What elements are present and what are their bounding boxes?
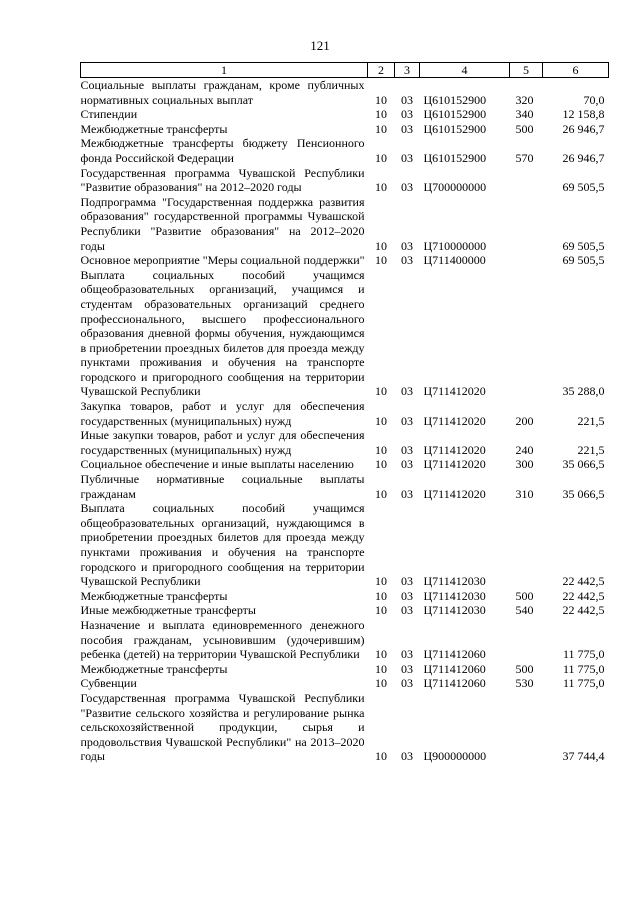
- row-subsection: 03: [401, 150, 413, 165]
- table-row: [81, 268, 609, 399]
- row-name: Государственная программа Чувашской Республики "Развитие образования" на 2012–2020 годы: [80, 165, 365, 195]
- table-row: [81, 457, 609, 472]
- row-amount: 11 775,0: [562, 661, 605, 676]
- row-expense-code: 240: [515, 442, 534, 457]
- row-expense-code: 320: [515, 92, 534, 107]
- row-name: Социальные выплаты гражданам, кроме публичных нормативных социальных выплат: [80, 78, 365, 107]
- row-amount: 22 442,5: [562, 603, 605, 618]
- header-col-amount: 6: [543, 63, 609, 78]
- row-expense-code: [510, 501, 543, 589]
- row-amount: 69 505,5: [562, 253, 605, 268]
- table-row: [81, 662, 609, 677]
- row-expense-code: [510, 618, 543, 662]
- row-subsection: 03: [401, 676, 413, 691]
- row-expense-code: [510, 166, 543, 195]
- header-col-name: 1: [81, 63, 368, 78]
- table-row: [81, 676, 609, 691]
- row-target-code: Ц711412030: [423, 603, 486, 618]
- row-section: 10: [375, 442, 387, 457]
- header-col-subsection: 3: [395, 63, 420, 78]
- row-section: 10: [375, 457, 387, 472]
- row-subsection: 03: [401, 588, 413, 603]
- table-row: [81, 78, 609, 108]
- row-amount: 70,0: [583, 92, 605, 107]
- row-name: Межбюджетные трансферты: [80, 121, 228, 136]
- table-row: [81, 399, 609, 428]
- row-section: 10: [375, 238, 387, 253]
- row-name: Публичные нормативные социальные выплаты гражданам: [80, 472, 365, 501]
- row-name: Стипендии: [80, 107, 138, 122]
- header-col-section: 2: [368, 63, 395, 78]
- row-amount: 37 744,4: [562, 749, 605, 764]
- header-col-target: 4: [420, 63, 510, 78]
- header-col-expense: 5: [510, 63, 543, 78]
- row-expense-code: 310: [515, 486, 534, 501]
- table-row: [81, 501, 609, 589]
- row-name: Закупка товаров, работ и услуг для обеспечения государственных (муниципальных) нужд: [80, 399, 365, 428]
- row-target-code: Ц711400000: [423, 253, 486, 268]
- row-section: 10: [375, 384, 387, 399]
- row-name: Субвенции: [80, 676, 137, 691]
- row-section: 10: [375, 676, 387, 691]
- row-amount: 26 946,7: [562, 121, 605, 136]
- row-expense-code: 340: [515, 107, 534, 122]
- table-row: [81, 472, 609, 501]
- row-amount: 11 775,0: [562, 647, 605, 662]
- row-target-code: Ц711412020: [423, 442, 486, 457]
- row-expense-code: 570: [515, 150, 534, 165]
- row-section: 10: [375, 486, 387, 501]
- row-subsection: 03: [401, 603, 413, 618]
- row-target-code: Ц900000000: [423, 749, 487, 764]
- row-subsection: 03: [401, 647, 413, 662]
- row-subsection: 03: [401, 457, 413, 472]
- row-amount: 221,5: [577, 413, 605, 428]
- row-target-code: Ц711412020: [423, 413, 486, 428]
- table-row: [81, 107, 609, 122]
- row-expense-code: 200: [515, 413, 534, 428]
- row-expense-code: [510, 691, 543, 764]
- row-amount: 22 442,5: [562, 574, 605, 589]
- row-subsection: 03: [401, 92, 413, 107]
- row-subsection: 03: [401, 253, 413, 268]
- table-row: [81, 122, 609, 137]
- row-subsection: 03: [401, 749, 413, 764]
- row-expense-code: 500: [515, 588, 534, 603]
- row-expense-code: 300: [515, 457, 534, 472]
- row-target-code: Ц710000000: [423, 238, 487, 253]
- row-expense-code: [510, 268, 543, 399]
- row-section: 10: [375, 574, 387, 589]
- row-target-code: Ц610152900: [423, 150, 487, 165]
- row-target-code: Ц711412030: [423, 588, 486, 603]
- row-amount: 22 442,5: [562, 588, 605, 603]
- row-section: 10: [375, 647, 387, 662]
- row-amount: 69 505,5: [562, 180, 605, 195]
- row-target-code: Ц610152900: [423, 121, 487, 136]
- row-section: 10: [375, 180, 387, 195]
- row-target-code: Ц711412060: [423, 647, 486, 662]
- row-name: Выплата социальных пособий учащимся общеобразовательных организаций, нуждающимся в приобретении проездных билетов для проезда между пунктами проживания и обучения на транспорте городского и пригородного сообщения на территории Чувашской Республики: [80, 501, 365, 589]
- row-subsection: 03: [401, 413, 413, 428]
- row-name: Социальное обеспечение и иные выплаты населению: [80, 457, 354, 472]
- budget-table: [80, 62, 609, 764]
- row-expense-code: 500: [515, 121, 534, 136]
- row-amount: 35 066,5: [562, 457, 605, 472]
- row-name: Межбюджетные трансферты: [80, 661, 228, 676]
- row-name: Межбюджетные трансферты бюджету Пенсионного фонда Российской Федерации: [80, 136, 365, 165]
- row-section: 10: [375, 588, 387, 603]
- table-row: [81, 603, 609, 618]
- page-number: 121: [310, 38, 330, 53]
- row-amount: 35 066,5: [562, 486, 605, 501]
- row-target-code: Ц610152900: [423, 107, 487, 122]
- row-expense-code: [510, 253, 543, 268]
- row-section: 10: [375, 603, 387, 618]
- row-name: Межбюджетные трансферты: [80, 588, 228, 603]
- table-row: [81, 166, 609, 195]
- row-target-code: Ц711412020: [423, 486, 486, 501]
- row-name: Выплата социальных пособий учащимся общеобразовательных организаций, учащимся и студентам образовательных организаций среднего профессионального, высшего профессионального образования дневной формы обучения, нуждающимся в приобретении проездных билетов для проезда между пунктами проживания и обучения на транспорте городского и пригородного сообщения на территории Чувашской Республики: [80, 267, 365, 399]
- row-amount: 11 775,0: [562, 676, 605, 691]
- row-section: 10: [375, 150, 387, 165]
- row-name: Иные межбюджетные трансферты: [80, 603, 256, 618]
- table-row: [81, 618, 609, 662]
- row-target-code: Ц711412020: [423, 384, 486, 399]
- row-target-code: Ц711412020: [423, 457, 486, 472]
- row-amount: 35 288,0: [562, 384, 605, 399]
- row-amount: 26 946,7: [562, 150, 605, 165]
- row-expense-code: [510, 195, 543, 253]
- row-section: 10: [375, 253, 387, 268]
- row-name: Основное мероприятие "Меры социальной поддержки": [80, 253, 365, 268]
- row-expense-code: 500: [515, 661, 534, 676]
- row-amount: 12 158,8: [562, 107, 605, 122]
- row-target-code: Ц610152900: [423, 92, 487, 107]
- row-subsection: 03: [401, 486, 413, 501]
- row-target-code: Ц711412060: [423, 676, 486, 691]
- table-row: [81, 589, 609, 604]
- row-target-code: Ц700000000: [423, 180, 487, 195]
- row-section: 10: [375, 121, 387, 136]
- table-row: [81, 428, 609, 457]
- row-subsection: 03: [401, 384, 413, 399]
- table-row: [81, 253, 609, 268]
- row-name: Подпрограмма "Государственная поддержка развития образования" государственной программы Чувашской Республики "Развитие образования" на 2012–2020 годы: [80, 194, 365, 253]
- row-subsection: 03: [401, 107, 413, 122]
- table-row: [81, 136, 609, 165]
- row-subsection: 03: [401, 238, 413, 253]
- row-subsection: 03: [401, 442, 413, 457]
- row-name: Иные закупки товаров, работ и услуг для обеспечения государственных (муниципальных) нужд: [80, 428, 365, 457]
- row-amount: 221,5: [577, 442, 605, 457]
- row-section: 10: [375, 413, 387, 428]
- row-expense-code: 530: [515, 676, 534, 691]
- row-subsection: 03: [401, 121, 413, 136]
- row-target-code: Ц711412030: [423, 574, 486, 589]
- row-subsection: 03: [401, 661, 413, 676]
- row-amount: 69 505,5: [562, 238, 605, 253]
- row-expense-code: 540: [515, 603, 534, 618]
- row-section: 10: [375, 92, 387, 107]
- table-row: [81, 195, 609, 253]
- row-subsection: 03: [401, 574, 413, 589]
- row-section: 10: [375, 661, 387, 676]
- row-target-code: Ц711412060: [423, 661, 486, 676]
- table-row: [81, 691, 609, 764]
- table-header-row: [81, 63, 609, 78]
- row-name: Государственная программа Чувашской Республики "Развитие сельского хозяйства и регулирование рынка сельскохозяйственной продукции, сырья и продовольствия Чувашской Республики" на 2013–2020 годы: [80, 690, 365, 764]
- row-section: 10: [375, 749, 387, 764]
- row-name: Назначение и выплата единовременного денежного пособия гражданам, усыновившим (удочерившим) ребенка (детей) на территории Чувашской Республики: [80, 617, 365, 662]
- row-subsection: 03: [401, 180, 413, 195]
- row-section: 10: [375, 107, 387, 122]
